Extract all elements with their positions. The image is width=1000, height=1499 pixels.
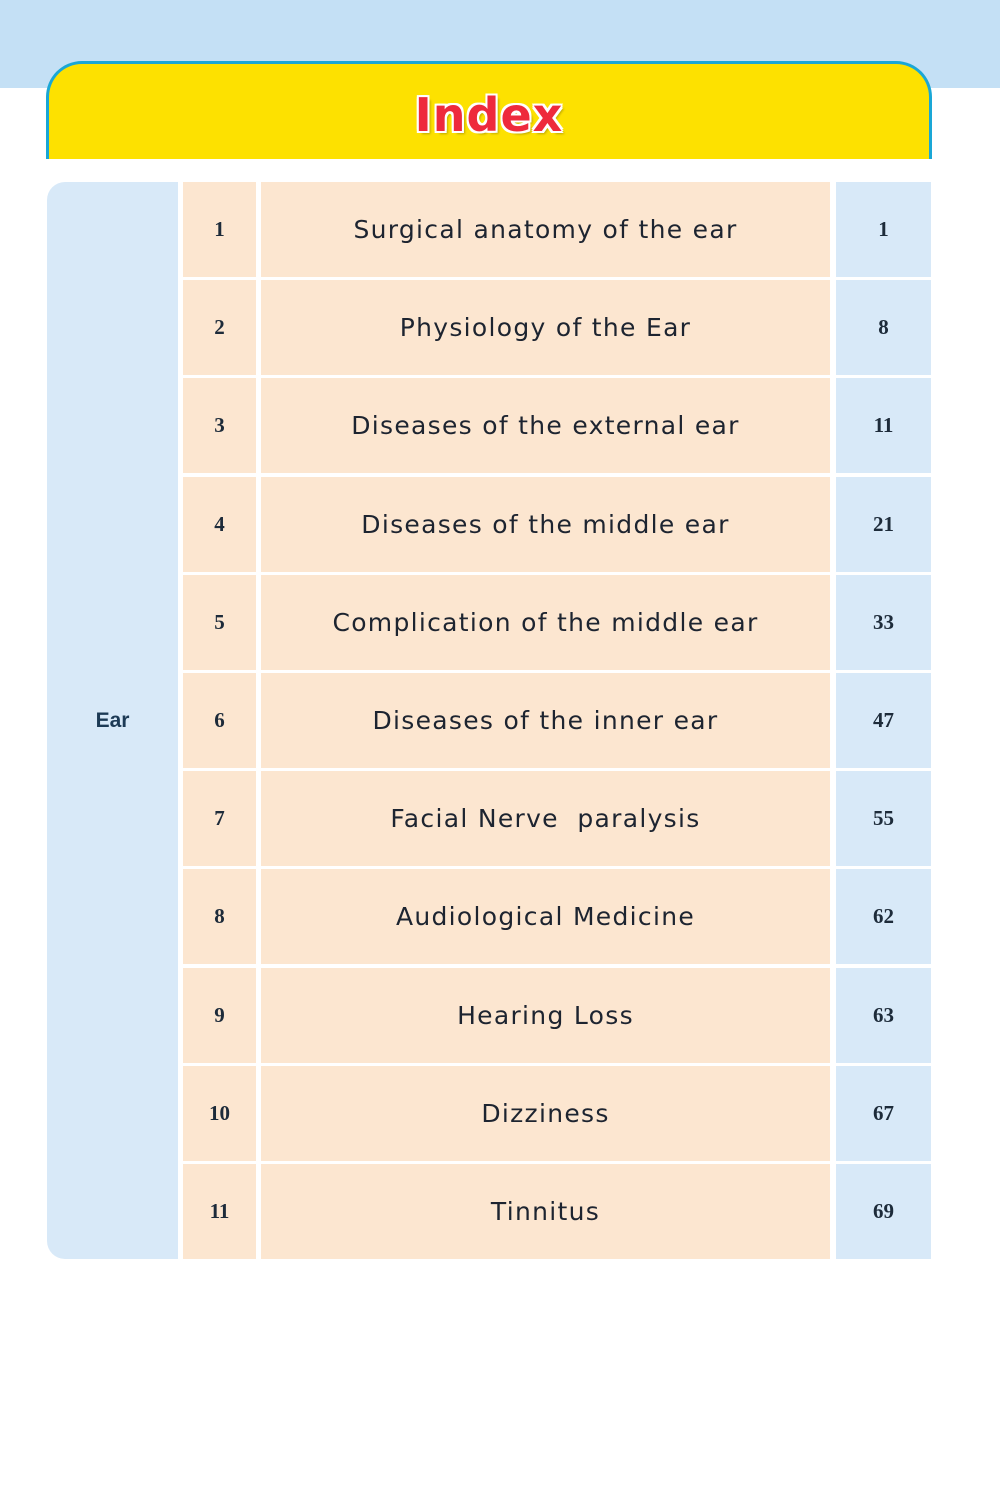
page-title: Index (414, 87, 564, 142)
page-number: 11 (836, 378, 931, 473)
table-row[interactable] (183, 575, 931, 673)
table-row[interactable] (183, 1066, 931, 1164)
chapter-title: Diseases of the inner ear (261, 673, 830, 768)
chapter-number: 9 (183, 968, 256, 1063)
table-row[interactable] (183, 673, 931, 771)
chapter-number: 2 (183, 280, 256, 375)
page-number: 1 (836, 182, 931, 277)
chapter-title: Dizziness (261, 1066, 830, 1161)
chapter-number: 4 (183, 477, 256, 572)
page-number: 33 (836, 575, 931, 670)
chapter-title: Tinnitus (261, 1164, 830, 1259)
page-number: 62 (836, 869, 931, 964)
chapter-title: Complication of the middle ear (261, 575, 830, 670)
chapter-number: 8 (183, 869, 256, 964)
section-cell (47, 182, 178, 1259)
chapter-title: Audiological Medicine (261, 869, 830, 964)
chapter-number: 11 (183, 1164, 256, 1259)
section-label: Ear (95, 708, 130, 732)
chapter-number: 1 (183, 182, 256, 277)
table-row[interactable] (183, 1164, 931, 1262)
page-number: 67 (836, 1066, 931, 1161)
chapter-number: 10 (183, 1066, 256, 1161)
chapter-title: Diseases of the middle ear (261, 477, 830, 572)
index-title-banner (46, 61, 932, 159)
chapter-number: 3 (183, 378, 256, 473)
chapter-number: 5 (183, 575, 256, 670)
chapter-number: 7 (183, 771, 256, 866)
index-table (183, 182, 931, 1262)
table-row[interactable] (183, 477, 931, 575)
chapter-title: Diseases of the external ear (261, 378, 830, 473)
table-row[interactable] (183, 182, 931, 280)
table-row[interactable] (183, 869, 931, 967)
page-number: 69 (836, 1164, 931, 1259)
chapter-title: Surgical anatomy of the ear (261, 182, 830, 277)
page-number: 55 (836, 771, 931, 866)
chapter-title: Facial Nerve paralysis (261, 771, 830, 866)
page-number: 8 (836, 280, 931, 375)
chapter-number: 6 (183, 673, 256, 768)
table-row[interactable] (183, 968, 931, 1066)
page-number: 21 (836, 477, 931, 572)
chapter-title: Hearing Loss (261, 968, 830, 1063)
chapter-title: Physiology of the Ear (261, 280, 830, 375)
page-number: 63 (836, 968, 931, 1063)
page-number: 47 (836, 673, 931, 768)
table-row[interactable] (183, 280, 931, 378)
table-row[interactable] (183, 378, 931, 476)
table-row[interactable] (183, 771, 931, 869)
